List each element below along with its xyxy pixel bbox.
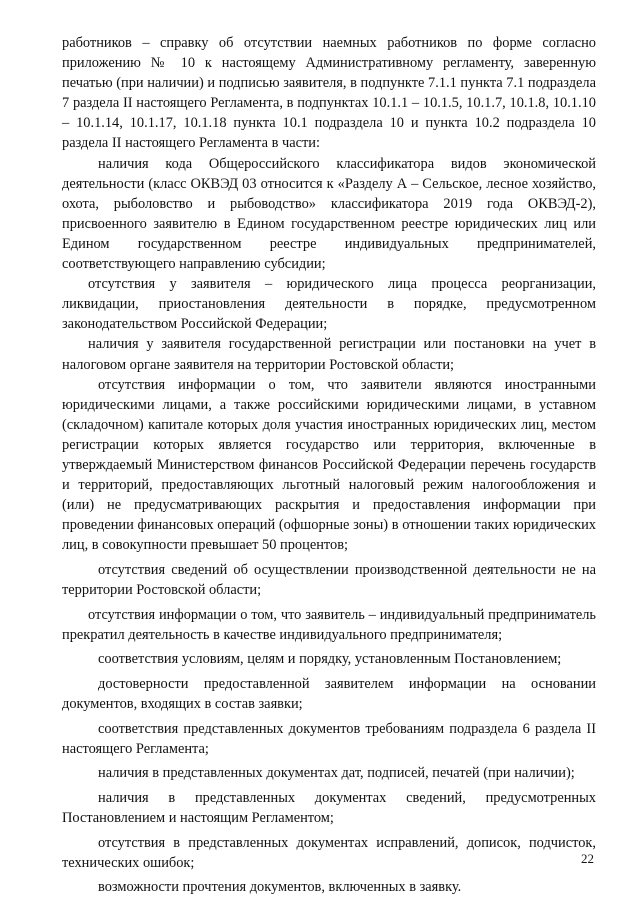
paragraph-3: отсутствия у заявителя – юридического лица процесса реорганизации, ликвидации, приостановления деятельности в порядке, предусмотренном законодательством Российской Федерации;: [62, 276, 596, 333]
page-number: 22: [581, 851, 594, 866]
paragraph-10: соответствия представленных документов требованиям подраздела 6 раздела II настоящего Регламента;: [62, 720, 596, 757]
paragraph-7: отсутствия информации о том, что заявитель – индивидуальный предприниматель прекратил деятельность в качестве индивидуального предпринимателя;: [62, 606, 596, 643]
paragraph-9: достоверности предоставленной заявителем информации на основании документов, входящих в состав заявки;: [62, 675, 596, 712]
paragraph-2: наличия кода Общероссийского классификатора видов экономической деятельности (класс ОКВЭД 03 относится к «Разделу А – Сельское, лесное хозяйство, охота, рыболовство и рыбоводство» классификатора 2019 года ОКВЭД-2), присвоенного заявителю в Едином государственном реестре юридических лиц или Едином государственном реестре индивидуальных предпринимателей, соответствующего направлению субсидии;: [62, 155, 596, 273]
paragraph-4: наличия у заявителя государственной регистрации или постановки на учет в налоговом органе заявителя на территории Ростовской области;: [62, 336, 596, 373]
paragraph-11: наличия в представленных документах дат, подписей, печатей (при наличии);: [98, 765, 575, 782]
paragraph-5: отсутствия информации о том, что заявители являются иностранными юридическими лицами, а также российскими юридическими лицами, в уставном (складочном) капитале которых доля участия иностранных юридических лиц, местом регистрации которых является государство или территория, включенные в утверждаемый Министерством финансов Российской Федерации перечень государств и территорий, предоставляющих льготный налоговый режим налогообложения и (или) не предусматривающих раскрытия и предоставления информации при проведении финансовых операций (офшорные зоны) в отношении таких юридических лиц, в совокупности превышает 50 процентов;: [62, 376, 596, 554]
paragraph-8: соответствия условиям, целям и порядку, установленным Постановлением;: [98, 651, 562, 668]
paragraph-6: отсутствия сведений об осуществлении производственной деятельности не на территории Ростовской области;: [62, 561, 596, 599]
paragraph-13: отсутствия в представленных документах исправлений, дописок, подчисток, технических ошибок;: [62, 834, 596, 871]
paragraph-12: наличия в представленных документах сведений, предусмотренных Постановлением и настоящим Регламентом;: [62, 789, 596, 826]
body-text: [62, 33, 596, 897]
paragraph-14: возможности прочтения документов, включенных в заявку.: [98, 879, 462, 896]
paragraph-1: работников – справку об отсутствии наемных работников по форме согласно приложению № 10 к настоящему Административному регламенту, заверенную печатью (при наличии) и подписью заявителя, в подпункте 7.1.1 пункта 7.1 подраздела 7 раздела II настоящего Регламента, в подпунктах 10.1.1 – 10.1.5, 10.1.7, 10.1.8, 10.1.10 – 10.1.14, 10.1.17, 10.1.18 пункта 10.1 подраздела 10 и пункта 10.2 подраздела 10 раздела II настоящего Регламента в части:: [62, 35, 596, 152]
